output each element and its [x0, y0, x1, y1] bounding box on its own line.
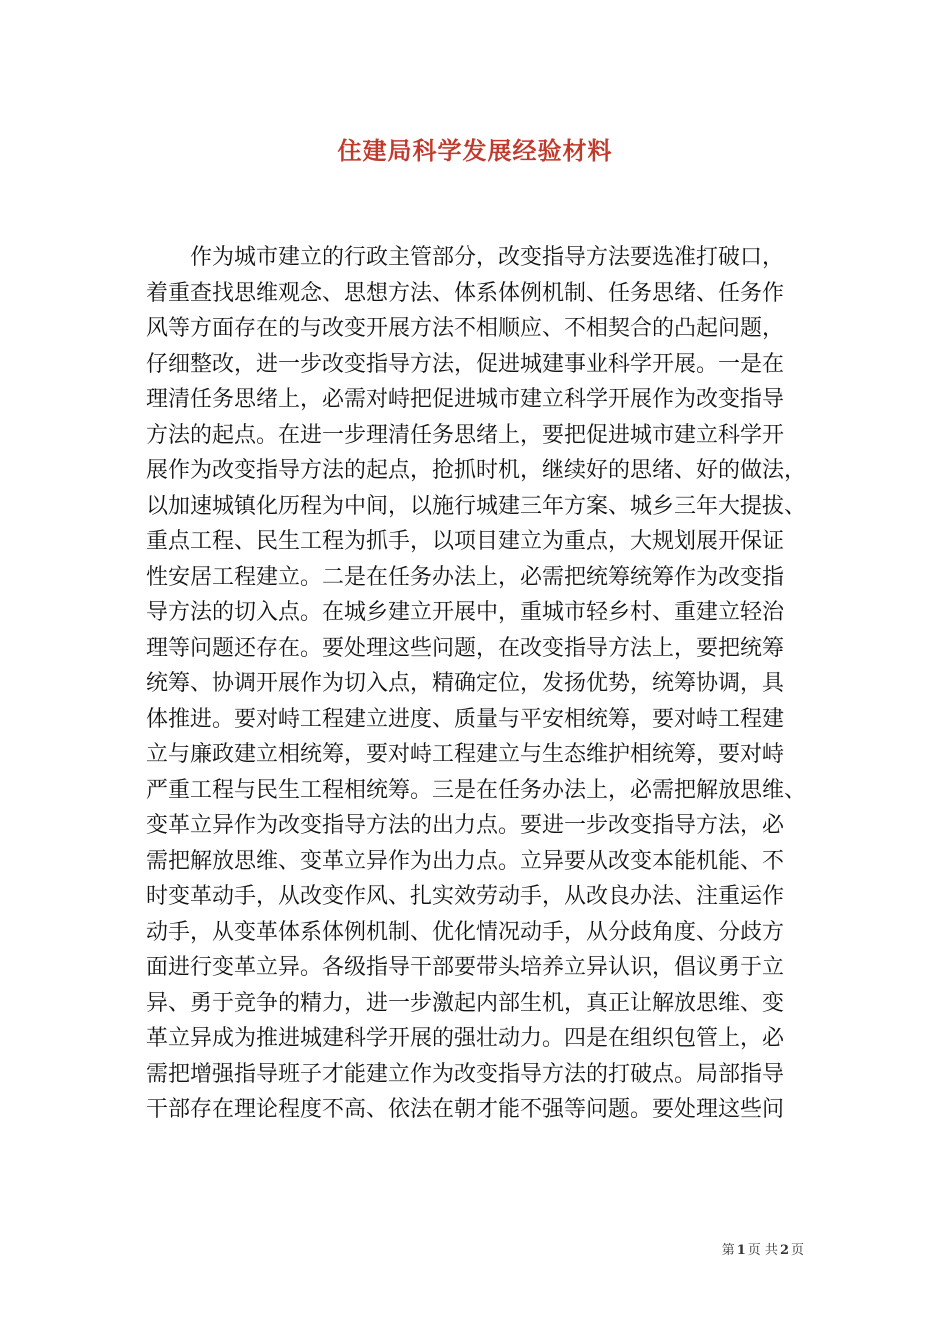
body-line: 需把解放思维、变革立异作为出力点。立异要从改变本能机能、不: [146, 848, 785, 874]
body-line: 着重查找思维观念、思想方法、体系体例机制、任务思绪、任务作: [146, 280, 785, 306]
footer-total-pages: 2: [779, 1243, 789, 1258]
body-line: 风等方面存在的与改变开展方法不相顺应、不相契合的凸起问题，: [146, 316, 785, 341]
footer-suffix: 页: [790, 1243, 804, 1258]
body-line: 以加速城镇化历程为中间，以施行城建三年方案、城乡三年大提拔、: [146, 493, 806, 519]
body-line: 异、勇于竞争的精力，进一步激起内部生机，真正让解放思维、变: [146, 990, 785, 1016]
body-line: 性安居工程建立。二是在任务办法上，必需把统筹统筹作为改变指: [146, 564, 785, 590]
body-line: 干部存在理论程度不高、依法在朝才能不强等问题。要处理这些问: [146, 1097, 785, 1122]
body-line: 统筹、协调开展作为切入点，精确定位，发扬优势，统筹协调，具: [146, 671, 785, 696]
document-body: [146, 240, 806, 1128]
body-line: 理清任务思绪上，必需对峙把促进城市建立科学开展作为改变指导: [146, 387, 785, 412]
body-line: 重点工程、民生工程为抓手，以项目建立为重点，大规划展开保证: [146, 529, 785, 554]
body-line: 方法的起点。在进一步理清任务思绪上，要把促进城市建立科学开: [146, 422, 785, 448]
footer-current-page: 1: [736, 1243, 746, 1258]
footer-middle: 页 共: [747, 1243, 778, 1258]
body-line: 动手，从变革体系体例机制、优化情况动手，从分歧角度、分歧方: [146, 919, 785, 945]
body-line: 理等问题还存在。要处理这些问题，在改变指导方法上，要把统筹: [146, 635, 785, 661]
body-line: 体推进。要对峙工程建立进度、质量与平安相统筹，要对峙工程建: [146, 706, 785, 732]
body-line: 时变革动手，从改变作风、扎实效劳动手，从改良办法、注重运作: [146, 884, 785, 909]
body-line: 变革立异作为改变指导方法的出力点。要进一步改变指导方法，必: [146, 813, 785, 838]
body-line: 严重工程与民生工程相统筹。三是在任务办法上，必需把解放思维、: [146, 777, 806, 803]
body-line: 展作为改变指导方法的起点，抢抓时机，继续好的思绪、好的做法，: [146, 458, 806, 483]
body-line: 仔细整改，进一步改变指导方法，促进城建事业科学开展。一是在: [146, 351, 785, 377]
document-title: 住建局科学发展经验材料: [337, 136, 613, 165]
body-line: 立与廉政建立相统筹，要对峙工程建立与生态维护相统筹，要对峙: [146, 742, 785, 767]
body-line: 需把增强指导班子才能建立作为改变指导方法的打破点。局部指导: [146, 1061, 785, 1087]
footer-prefix: 第: [721, 1243, 735, 1258]
body-line: 作为城市建立的行政主管部分，改变指导方法要选准打破口，: [190, 245, 785, 270]
body-line: 导方法的切入点。在城乡建立开展中，重城市轻乡村、重建立轻治: [146, 600, 785, 625]
body-line: 革立异成为推进城建科学开展的强壮动力。四是在组织包管上，必: [146, 1026, 785, 1051]
page-footer: [722, 1242, 804, 1260]
body-line: 面进行变革立异。各级指导干部要带头培养立异认识，倡议勇于立: [146, 955, 785, 980]
